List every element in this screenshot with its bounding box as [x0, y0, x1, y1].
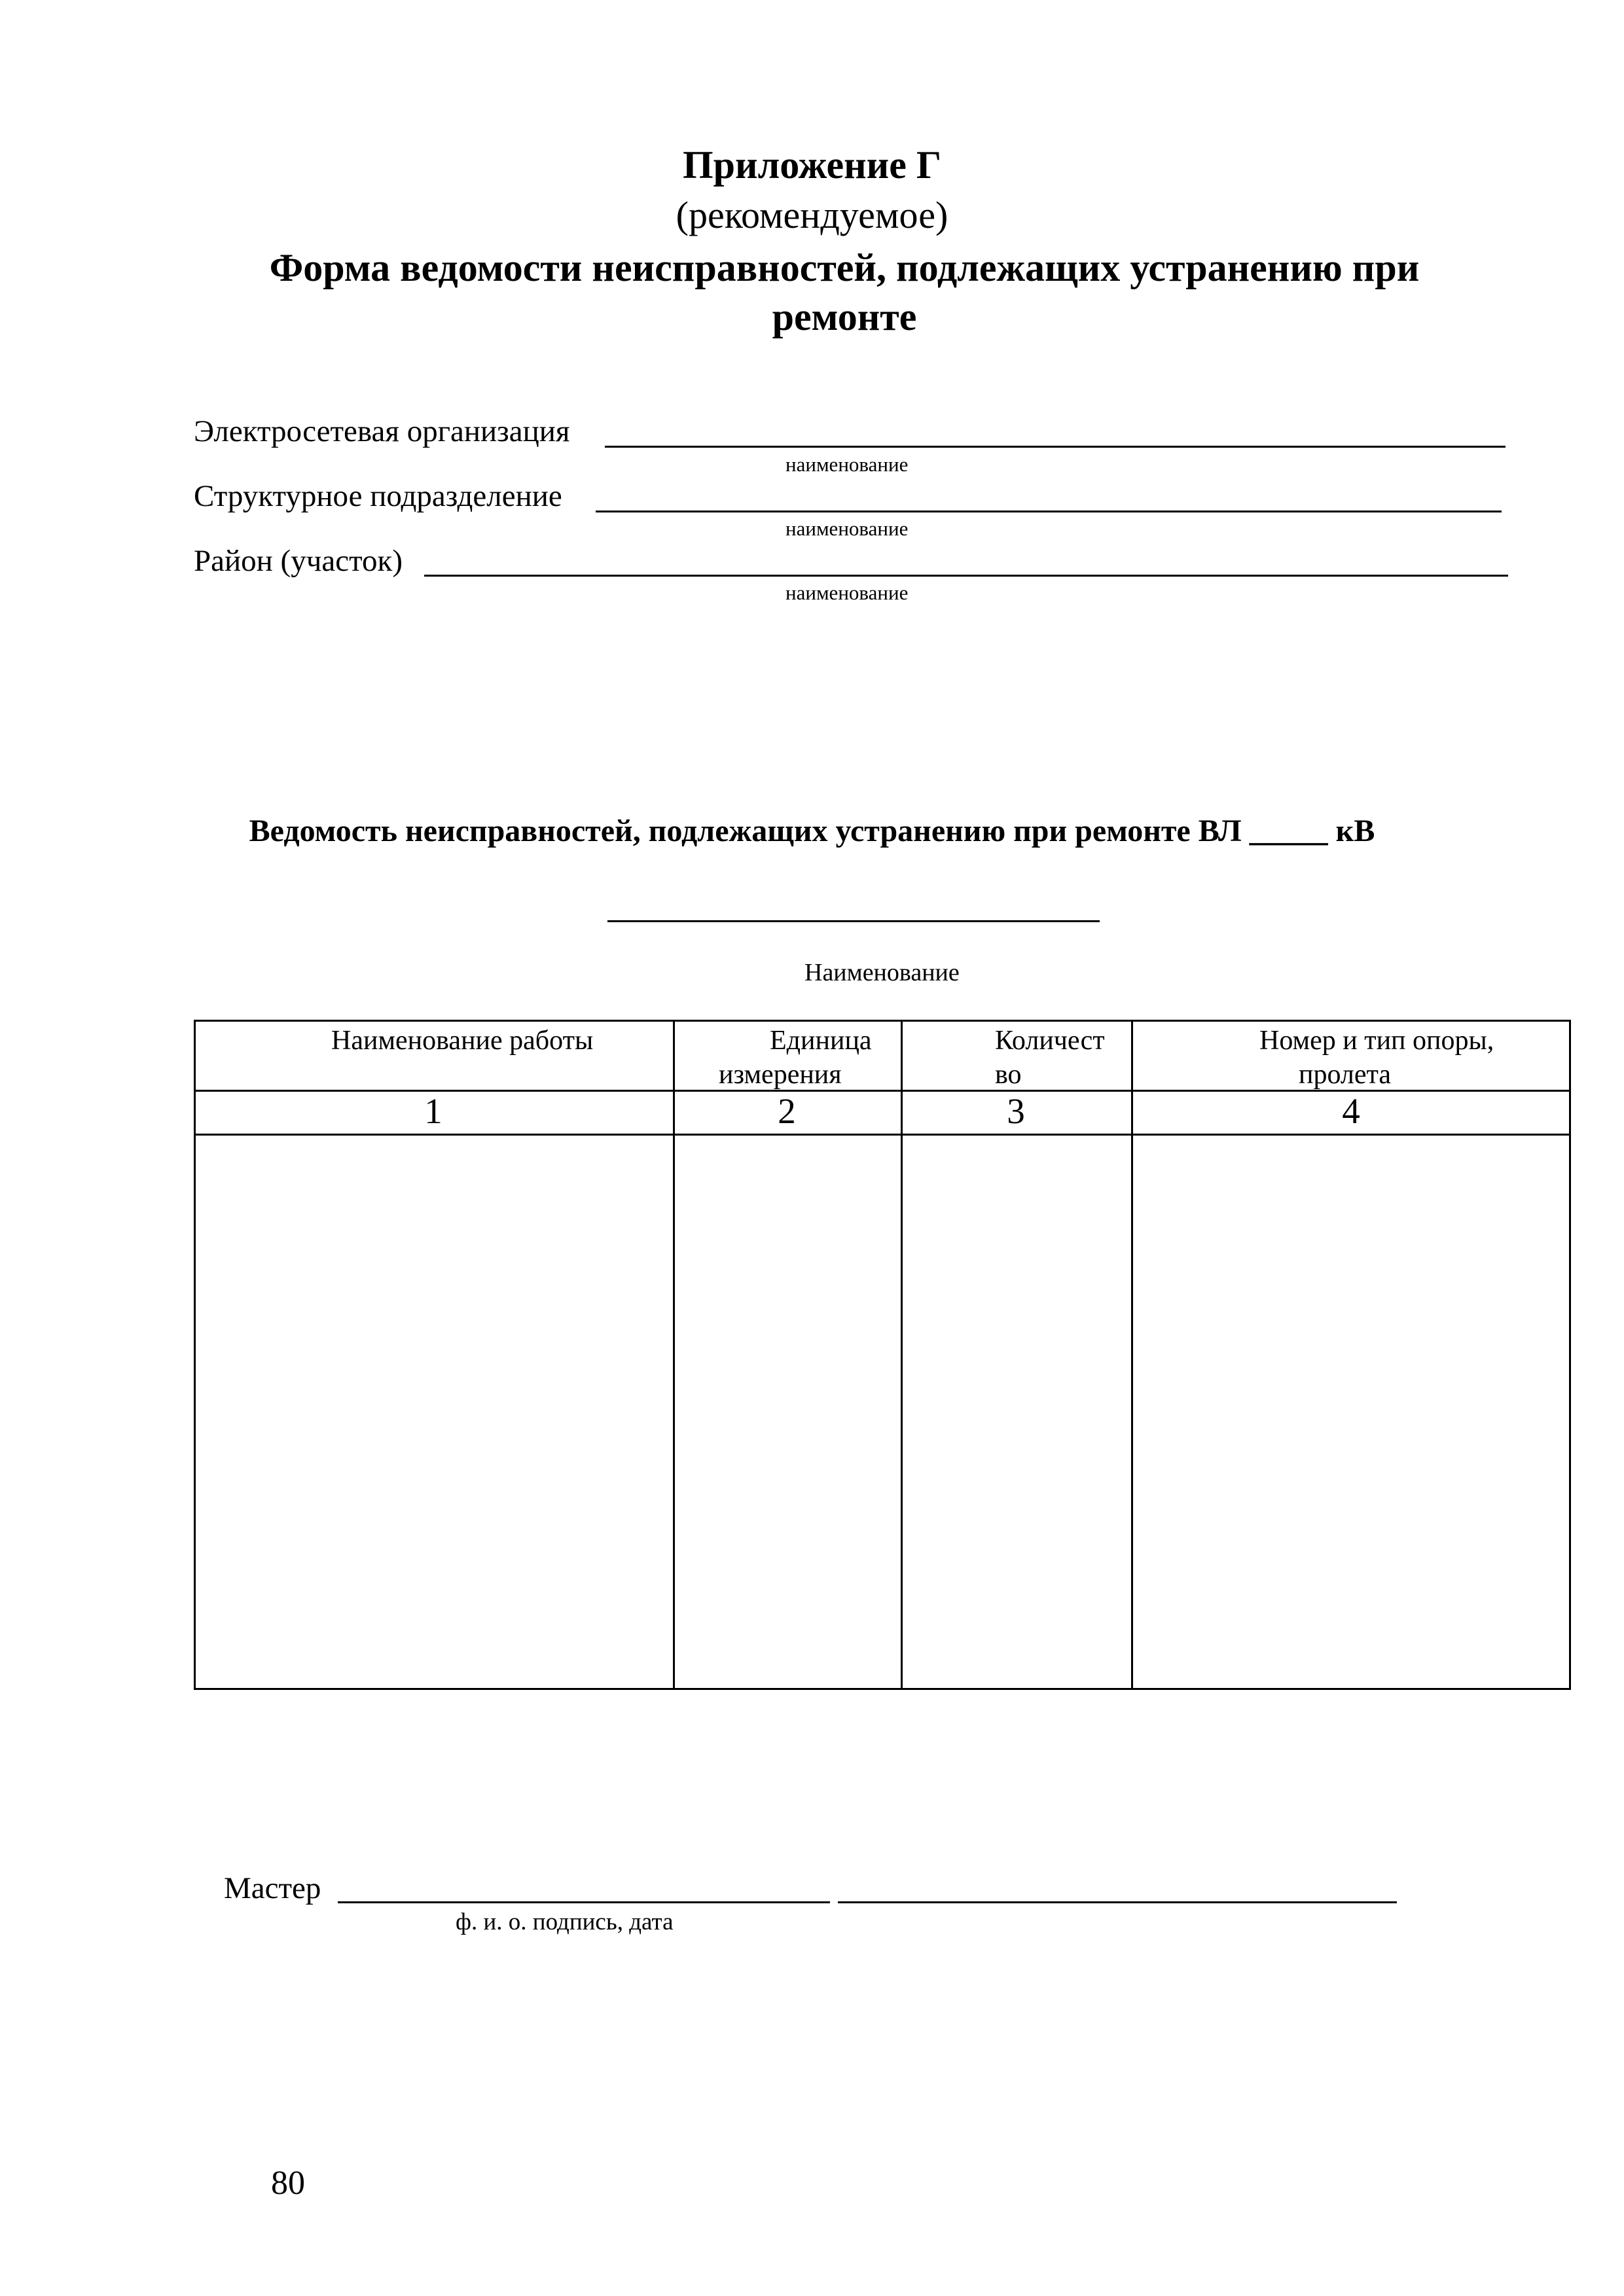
header-support-line2: пролета — [1299, 1060, 1392, 1090]
master-caption: ф. и. о. подпись, дата — [456, 1909, 674, 1935]
header-support-line1: Номер и тип опоры, — [1259, 1026, 1494, 1056]
column-number: 4 — [1342, 1091, 1360, 1131]
subdivision-field[interactable] — [596, 511, 1502, 512]
line-name-caption: Наименование — [804, 959, 960, 986]
cell-quantity[interactable] — [903, 1136, 1131, 1688]
line-name-field[interactable] — [607, 920, 1100, 922]
cell-support[interactable] — [1133, 1136, 1569, 1688]
table-border-bottom — [194, 1688, 1571, 1690]
organization-caption: наименование — [785, 453, 909, 476]
column-number: 1 — [424, 1091, 442, 1131]
appendix-status: (рекомендуемое) — [676, 194, 948, 236]
organization-label: Электросетевая организация — [194, 414, 570, 448]
header-quantity-line2: во — [995, 1060, 1022, 1090]
statement-title: Ведомость неисправностей, подлежащих устранению при ремонте ВЛ _____ кВ — [249, 814, 1375, 848]
cell-work-name[interactable] — [196, 1136, 673, 1688]
subdivision-caption: наименование — [785, 517, 909, 540]
master-label: Мастер — [224, 1871, 321, 1905]
table-border-top — [194, 1020, 1571, 1022]
column-number: 3 — [1007, 1091, 1025, 1131]
district-field[interactable] — [424, 575, 1508, 577]
appendix-title: Приложение Г — [682, 143, 942, 187]
page-number: 80 — [271, 2164, 305, 2202]
subdivision-label: Структурное подразделение — [194, 479, 562, 513]
defects-table — [194, 1020, 1571, 1690]
cell-unit[interactable] — [675, 1136, 901, 1688]
master-name-field[interactable] — [338, 1901, 830, 1903]
form-title: Форма ведомости неисправностей, подлежащих устранению при ремонте — [269, 246, 1420, 338]
district-label: Район (участок) — [194, 544, 403, 578]
header-quantity-line1: Количест — [995, 1026, 1105, 1056]
organization-field[interactable] — [605, 446, 1506, 448]
header-unit-line2: измерения — [719, 1060, 842, 1090]
master-signature-field[interactable] — [838, 1901, 1397, 1903]
district-caption: наименование — [785, 581, 909, 604]
header-work-name: Наименование работы — [331, 1026, 594, 1056]
header-unit-line1: Единица — [770, 1026, 872, 1056]
column-number: 2 — [778, 1091, 796, 1131]
